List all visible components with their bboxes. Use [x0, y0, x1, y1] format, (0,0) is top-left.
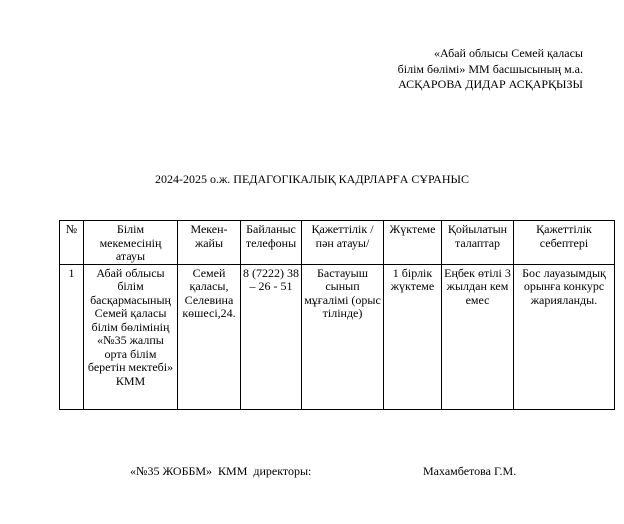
header-load: Жүктеме [384, 221, 442, 265]
cell-need: Бастауыш сынып мұғалімі (орыс тілінде) [302, 264, 384, 409]
addressee-line-1: «Абай облысы Семей қаласы [434, 46, 583, 60]
header-requirements: Қойылатын талаптар [442, 221, 514, 265]
cell-institution: Абай облысы білім басқармасының Семей қаласы білім бөлімінің «№35 жалпы орта білім беретін мектебі» КММ [84, 264, 178, 409]
header-address: Мекен-жайы [178, 221, 241, 265]
header-reason: Қажеттілік себептері [514, 221, 615, 265]
addressee-block [398, 46, 583, 93]
header-institution: Білім мекемесінің атауы [84, 221, 178, 265]
table-row [60, 264, 615, 409]
cell-requirements: Еңбек өтілі 3 жылдан кем емес [442, 264, 514, 409]
cell-reason: Бос лауазымдық орынға конкурс жарияланды. [514, 264, 615, 409]
director-label: «№35 ЖОББМ» КММ директоры: [130, 464, 312, 478]
request-table [59, 220, 615, 410]
director-name: Махамбетова Г.М. [423, 464, 517, 478]
addressee-line-3: АСҚАРОВА ДИДАР АСҚАРҚЫЗЫ [398, 77, 583, 91]
cell-number: 1 [60, 264, 84, 409]
cell-load: 1 бірлік жүктеме [384, 264, 442, 409]
header-number: № [60, 221, 84, 265]
table-header-row [60, 221, 615, 265]
addressee-line-2: білім бөлімі» ММ басшысының м.а. [397, 61, 583, 76]
header-phone: Байланыс телефоны [241, 221, 302, 265]
cell-phone: 8 (7222) 38 – 26 - 51 [241, 264, 302, 409]
cell-address: Семей қаласы, Селевина көшесі,24. [178, 264, 241, 409]
document-title: 2024-2025 о.ж. ПЕДАГОГІКАЛЫҚ КАДРЛАРҒА СҰРАНЫС [155, 172, 469, 186]
header-need: Қажеттілік /пән атауы/ [302, 221, 384, 265]
